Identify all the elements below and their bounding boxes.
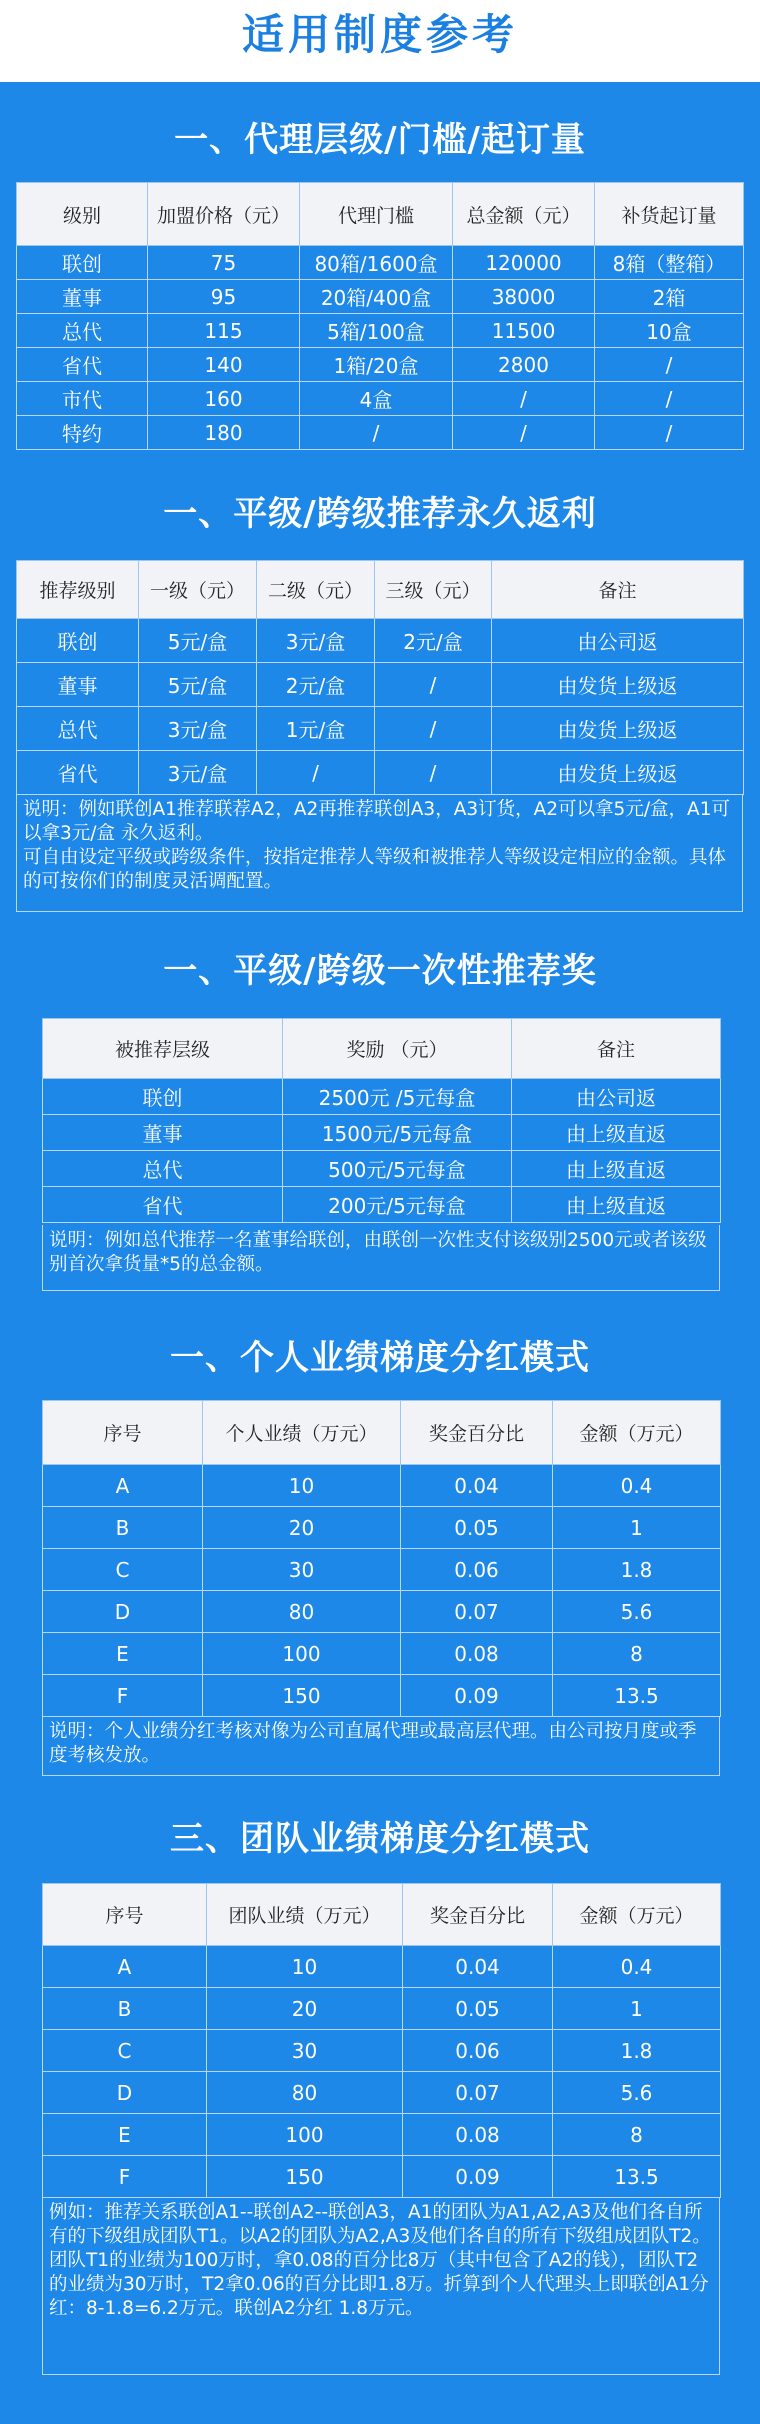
table-row xyxy=(43,2072,721,2114)
table-cell: 95 xyxy=(148,280,300,314)
table-cell: 由公司返 xyxy=(492,619,744,663)
table-cell: 总代 xyxy=(17,314,148,348)
table-cell: 2箱 xyxy=(595,280,744,314)
table-cell: 董事 xyxy=(17,663,139,707)
team-dividend-table xyxy=(42,1883,721,2198)
table-cell: 10 xyxy=(207,1946,403,1988)
table-cell: 1.8 xyxy=(553,1549,721,1591)
table-cell: 联创 xyxy=(17,619,139,663)
table-cell: 1元/盒 xyxy=(257,707,375,751)
table-row xyxy=(43,1187,721,1223)
table-cell: 0.09 xyxy=(403,2156,553,2198)
col-header: 个人业绩（万元） xyxy=(203,1401,401,1465)
section-note: 说明：例如总代推荐一名董事给联创，由联创一次性支付该级别2500元或者该级别首次拿货量*5的总金额。 xyxy=(42,1225,720,1291)
table-row xyxy=(43,1988,721,2030)
table-row xyxy=(43,2030,721,2072)
table-cell: 省代 xyxy=(17,751,139,795)
table-cell: 2800 xyxy=(453,348,595,382)
col-header: 补货起订量 xyxy=(595,183,744,246)
page-header xyxy=(0,0,760,82)
table-cell: 0.04 xyxy=(403,1946,553,1988)
table-row xyxy=(17,416,744,450)
section-title: 三、团队业绩梯度分红模式 xyxy=(170,1819,590,1859)
page-title: 适用制度参考 xyxy=(241,10,518,59)
table-cell: 13.5 xyxy=(553,1675,721,1717)
table-cell: 3元/盒 xyxy=(139,751,257,795)
table-row xyxy=(43,1633,721,1675)
table-cell: 由上级直返 xyxy=(512,1187,721,1223)
table-row xyxy=(17,280,744,314)
table-row xyxy=(43,1507,721,1549)
section-note: 说明：例如联创A1推荐联荐A2，A2再推荐联创A3，A3订货，A2可以拿5元/盒，A1可以拿3元/盒 永久返利。 可自由设定平级或跨级条件，按指定推荐人等级和被推荐人等级设定相应的金额。具体的可按你们的制度灵活调配置。 xyxy=(16,794,743,912)
table-row xyxy=(17,663,744,707)
table-cell: / xyxy=(375,707,492,751)
table-cell: 董事 xyxy=(17,280,148,314)
table-cell: 0.4 xyxy=(553,1946,721,1988)
table-cell: 8 xyxy=(553,2114,721,2156)
table-cell: 特约 xyxy=(17,416,148,450)
table-cell: 30 xyxy=(203,1549,401,1591)
table-cell: 联创 xyxy=(43,1079,283,1115)
table-cell: D xyxy=(43,2072,207,2114)
table-row xyxy=(17,707,744,751)
personal-dividend-table xyxy=(42,1400,721,1717)
table-row xyxy=(43,1079,721,1115)
table-cell: 8 xyxy=(553,1633,721,1675)
col-header: 奖金百分比 xyxy=(403,1884,553,1946)
table-cell: 2元/盒 xyxy=(375,619,492,663)
agent-levels-table xyxy=(16,182,744,450)
table-cell: D xyxy=(43,1591,203,1633)
table-cell: E xyxy=(43,2114,207,2156)
section-note: 例如：推荐关系联创A1--联创A2--联创A3，A1的团队为A1,A2,A3及他们各自所有的下级组成团队T1。以A2的团队为A2,A3及他们各自的所有下级组成团队T2。团队T1的业绩为100万时，拿0.08的百分比8万（其中包含了A2的钱），团队T2的业绩为30万时，T2拿0.06的百分比即1.8万。折算到个人代理头上即联创A1分红：8-1.8=6.2万元。联创A2分红 1.8万元。 xyxy=(42,2197,720,2375)
table-cell: 0.06 xyxy=(401,1549,553,1591)
table-cell: 董事 xyxy=(43,1115,283,1151)
table-cell: / xyxy=(595,382,744,416)
table-cell: 80 xyxy=(203,1591,401,1633)
table-cell: 20 xyxy=(207,1988,403,2030)
table-cell: 5元/盒 xyxy=(139,663,257,707)
table-cell: 80箱/1600盒 xyxy=(300,246,453,280)
table-cell: 38000 xyxy=(453,280,595,314)
table-cell: 500元/5元每盒 xyxy=(283,1151,512,1187)
col-header: 总金额（元） xyxy=(453,183,595,246)
table-row xyxy=(17,314,744,348)
table-cell: 5.6 xyxy=(553,1591,721,1633)
col-header: 代理门槛 xyxy=(300,183,453,246)
table-cell: 0.4 xyxy=(553,1465,721,1507)
table-cell: 3元/盒 xyxy=(257,619,375,663)
table-cell: 总代 xyxy=(17,707,139,751)
col-header: 推荐级别 xyxy=(17,561,139,619)
table-cell: 150 xyxy=(207,2156,403,2198)
table-cell: 150 xyxy=(203,1675,401,1717)
table-cell: 30 xyxy=(207,2030,403,2072)
table-cell: 0.08 xyxy=(403,2114,553,2156)
col-header: 奖励 （元） xyxy=(283,1019,512,1079)
table-cell: 160 xyxy=(148,382,300,416)
table-cell: 由发货上级返 xyxy=(492,663,744,707)
col-header: 二级（元） xyxy=(257,561,375,619)
table-row xyxy=(43,1151,721,1187)
table-row xyxy=(43,2114,721,2156)
one-time-reward-table xyxy=(42,1018,721,1223)
table-cell: 由发货上级返 xyxy=(492,751,744,795)
table-cell: 10盒 xyxy=(595,314,744,348)
table-cell: 20箱/400盒 xyxy=(300,280,453,314)
table-cell: 1箱/20盒 xyxy=(300,348,453,382)
table-cell: 140 xyxy=(148,348,300,382)
table-cell: F xyxy=(43,1675,203,1717)
table-cell: A xyxy=(43,1946,207,1988)
table-cell: 100 xyxy=(203,1633,401,1675)
table-cell: 总代 xyxy=(43,1151,283,1187)
table-cell: 11500 xyxy=(453,314,595,348)
table-cell: 由公司返 xyxy=(512,1079,721,1115)
section-title: 一、平级/跨级一次性推荐奖 xyxy=(163,951,597,991)
table-cell: 市代 xyxy=(17,382,148,416)
table-cell: 80 xyxy=(207,2072,403,2114)
table-row xyxy=(43,1465,721,1507)
table-row xyxy=(43,1675,721,1717)
col-header: 被推荐层级 xyxy=(43,1019,283,1079)
table-row xyxy=(43,1115,721,1151)
table-cell: 0.05 xyxy=(403,1988,553,2030)
table-cell: 1500元/5元每盒 xyxy=(283,1115,512,1151)
table-cell: 5元/盒 xyxy=(139,619,257,663)
table-cell: 0.06 xyxy=(403,2030,553,2072)
table-cell: 100 xyxy=(207,2114,403,2156)
col-header: 团队业绩（万元） xyxy=(207,1884,403,1946)
table-cell: 5箱/100盒 xyxy=(300,314,453,348)
table-cell: 5.6 xyxy=(553,2072,721,2114)
col-header: 金额（万元） xyxy=(553,1401,721,1465)
col-header: 备注 xyxy=(512,1019,721,1079)
table-cell: 115 xyxy=(148,314,300,348)
table-cell: 由上级直返 xyxy=(512,1151,721,1187)
table-cell: 8箱（整箱） xyxy=(595,246,744,280)
table-row xyxy=(43,1591,721,1633)
table-cell: 由发货上级返 xyxy=(492,707,744,751)
table-cell: 13.5 xyxy=(553,2156,721,2198)
table-cell: / xyxy=(375,663,492,707)
section-title: 一、代理层级/门槛/起订量 xyxy=(174,120,586,160)
table-cell: 4盒 xyxy=(300,382,453,416)
table-cell: 0.08 xyxy=(401,1633,553,1675)
table-cell: 省代 xyxy=(17,348,148,382)
section-title: 一、平级/跨级推荐永久返利 xyxy=(163,494,597,534)
table-cell: B xyxy=(43,1988,207,2030)
table-cell: / xyxy=(375,751,492,795)
section-title: 一、个人业绩梯度分红模式 xyxy=(170,1338,590,1378)
col-header: 金额（万元） xyxy=(553,1884,721,1946)
permanent-rebate-table xyxy=(16,560,744,795)
table-row xyxy=(43,1549,721,1591)
table-row xyxy=(17,751,744,795)
table-cell: 2500元 /5元每盒 xyxy=(283,1079,512,1115)
col-header: 序号 xyxy=(43,1401,203,1465)
table-cell: 1 xyxy=(553,1507,721,1549)
table-cell: 0.04 xyxy=(401,1465,553,1507)
table-cell: 20 xyxy=(203,1507,401,1549)
table-cell: 200元/5元每盒 xyxy=(283,1187,512,1223)
col-header: 一级（元） xyxy=(139,561,257,619)
table-cell: 0.05 xyxy=(401,1507,553,1549)
table-row xyxy=(17,246,744,280)
table-cell: E xyxy=(43,1633,203,1675)
table-cell: / xyxy=(300,416,453,450)
col-header: 加盟价格（元） xyxy=(148,183,300,246)
table-cell: 2元/盒 xyxy=(257,663,375,707)
table-cell: / xyxy=(595,416,744,450)
table-cell: / xyxy=(257,751,375,795)
table-cell: 75 xyxy=(148,246,300,280)
col-header: 级别 xyxy=(17,183,148,246)
table-row xyxy=(43,1946,721,1988)
table-cell: C xyxy=(43,2030,207,2072)
table-row xyxy=(43,2156,721,2198)
table-cell: 180 xyxy=(148,416,300,450)
col-header: 备注 xyxy=(492,561,744,619)
table-cell: 1.8 xyxy=(553,2030,721,2072)
col-header: 序号 xyxy=(43,1884,207,1946)
table-cell: 0.07 xyxy=(401,1591,553,1633)
table-cell: B xyxy=(43,1507,203,1549)
table-cell: 120000 xyxy=(453,246,595,280)
table-cell: 1 xyxy=(553,1988,721,2030)
table-cell: 0.09 xyxy=(401,1675,553,1717)
table-cell: C xyxy=(43,1549,203,1591)
table-cell: F xyxy=(43,2156,207,2198)
table-cell: 10 xyxy=(203,1465,401,1507)
table-cell: 联创 xyxy=(17,246,148,280)
table-cell: / xyxy=(453,382,595,416)
table-cell: / xyxy=(595,348,744,382)
col-header: 奖金百分比 xyxy=(401,1401,553,1465)
table-cell: A xyxy=(43,1465,203,1507)
table-row xyxy=(17,382,744,416)
table-cell: 0.07 xyxy=(403,2072,553,2114)
table-cell: 由上级直返 xyxy=(512,1115,721,1151)
table-row xyxy=(17,619,744,663)
table-row xyxy=(17,348,744,382)
table-cell: 3元/盒 xyxy=(139,707,257,751)
section-note: 说明：个人业绩分红考核对像为公司直属代理或最高层代理。由公司按月度或季度考核发放。 xyxy=(42,1716,720,1776)
table-cell: / xyxy=(453,416,595,450)
table-cell: 省代 xyxy=(43,1187,283,1223)
col-header: 三级（元） xyxy=(375,561,492,619)
